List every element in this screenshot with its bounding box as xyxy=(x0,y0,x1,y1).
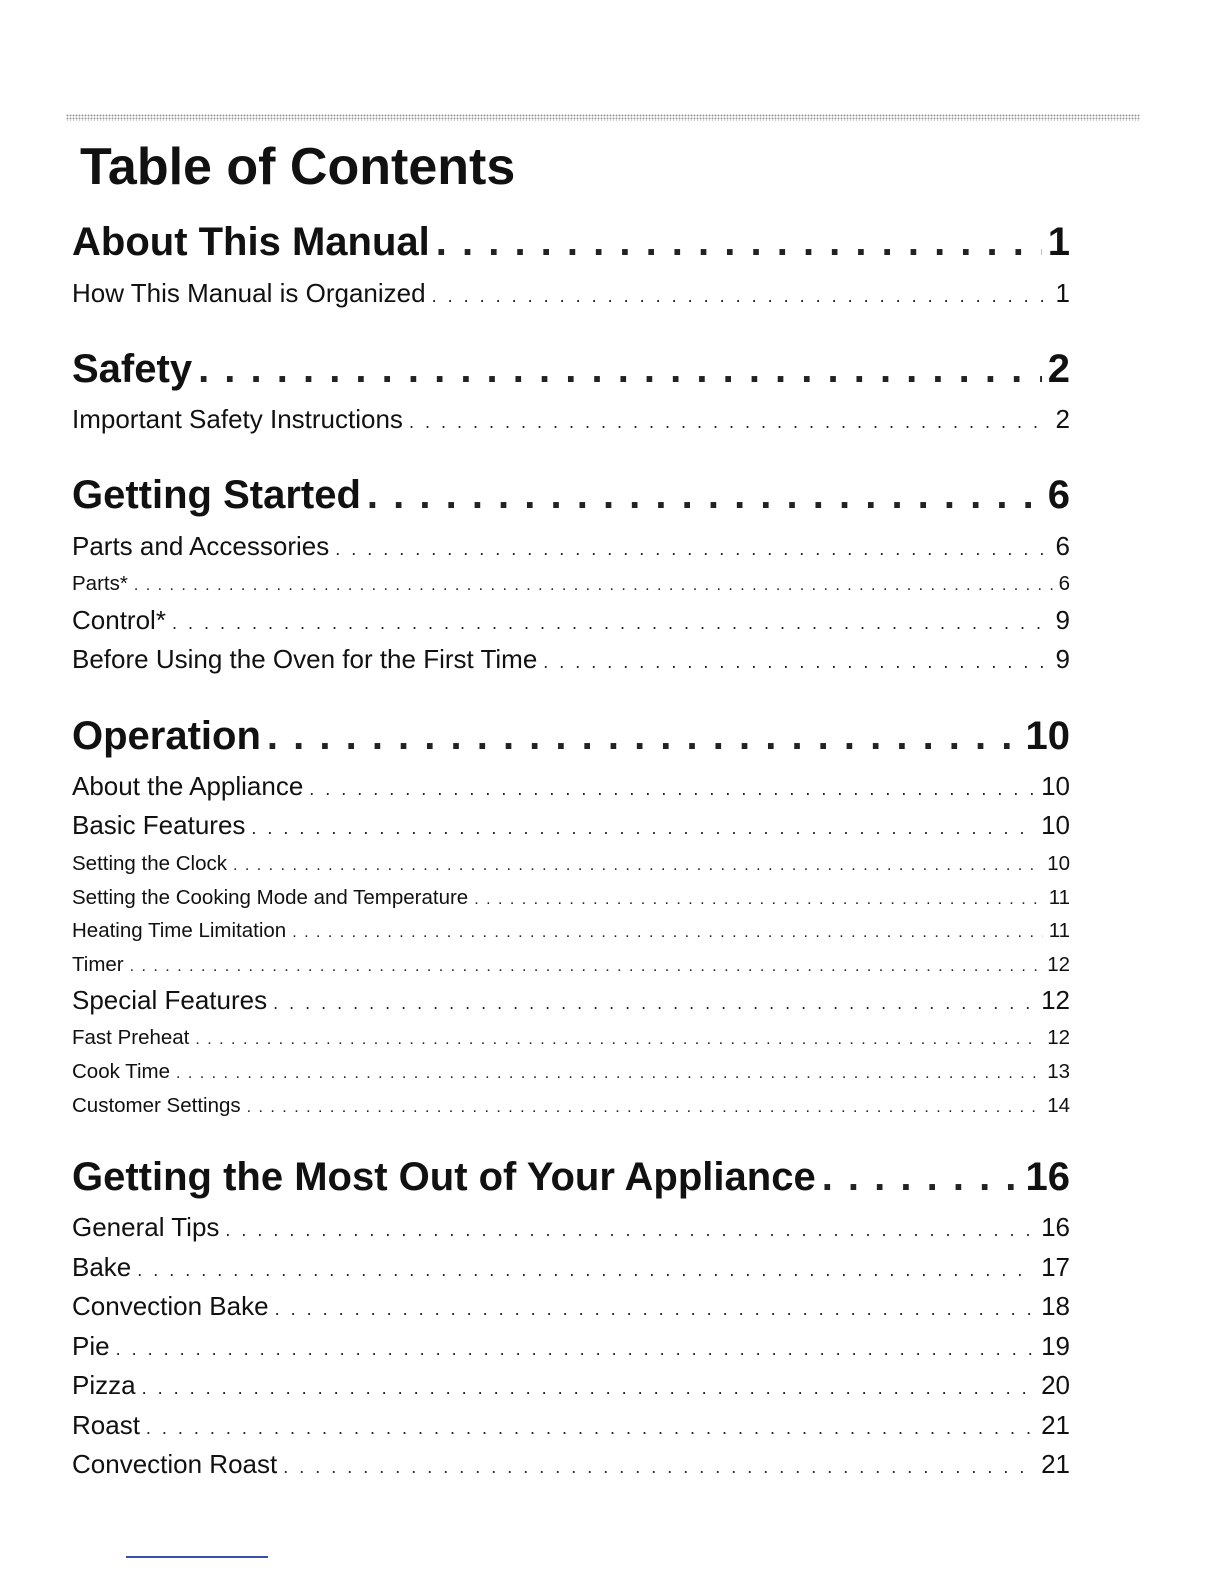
dot-leader xyxy=(146,1412,1035,1444)
toc-entry-label: Parts* xyxy=(72,572,128,595)
dot-leader xyxy=(172,607,1050,639)
dot-leader xyxy=(251,812,1035,844)
toc-section-title: Safety xyxy=(72,347,193,391)
toc-page-number: 2 xyxy=(1055,404,1070,434)
footer-rule xyxy=(126,1556,268,1558)
toc-entry-label: Control* xyxy=(72,605,166,635)
dot-leader xyxy=(275,1293,1036,1325)
toc-subentry[interactable] xyxy=(72,1025,1070,1053)
toc-section-safety[interactable] xyxy=(72,345,1070,393)
toc-page-number: 11 xyxy=(1048,886,1070,909)
toc-entry-label: Timer xyxy=(72,953,124,976)
toc-section-about-this-manual[interactable] xyxy=(72,218,1070,266)
toc-entry-label: Fast Preheat xyxy=(72,1026,190,1049)
dot-leader xyxy=(176,1061,1041,1087)
toc-entry[interactable] xyxy=(72,277,1070,312)
toc-entry-label: Setting the Clock xyxy=(72,852,227,875)
toc-entry-label: About the Appliance xyxy=(72,771,304,801)
toc-page-number: 6 xyxy=(1055,531,1070,561)
toc-page-number: 12 xyxy=(1047,1026,1070,1049)
toc-entry[interactable] xyxy=(72,1409,1070,1444)
toc-entry-label: Special Features xyxy=(72,985,268,1015)
toc-entry[interactable] xyxy=(72,1448,1070,1483)
dot-leader xyxy=(134,573,1053,599)
toc-entry[interactable] xyxy=(72,403,1070,438)
toc-entry-label: Pizza xyxy=(72,1370,136,1400)
toc-entry-label: Bake xyxy=(72,1252,132,1282)
toc-entry[interactable] xyxy=(72,1290,1070,1325)
dot-leader xyxy=(142,1372,1036,1404)
toc-page-number: 20 xyxy=(1041,1370,1070,1400)
toc-subentry[interactable] xyxy=(72,885,1070,913)
toc-section-getting-the-most-out[interactable] xyxy=(72,1153,1070,1201)
toc-entry[interactable] xyxy=(72,1251,1070,1286)
dot-leader xyxy=(283,1451,1035,1483)
toc-page-number: 13 xyxy=(1047,1060,1070,1083)
dot-leader xyxy=(543,646,1049,678)
dot-leader xyxy=(137,1254,1035,1286)
dot-leader xyxy=(233,853,1041,879)
toc-section-title: Getting Started xyxy=(72,473,361,517)
toc-section-operation[interactable] xyxy=(72,712,1070,760)
dot-leader xyxy=(273,987,1035,1019)
toc-entry[interactable] xyxy=(72,1211,1070,1246)
dot-leader xyxy=(116,1333,1036,1365)
toc-subentry[interactable] xyxy=(72,1093,1070,1121)
toc-page-number: 16 xyxy=(1025,1155,1070,1199)
dot-leader xyxy=(292,920,1043,946)
toc-page-number: 12 xyxy=(1047,953,1070,976)
toc-page-number: 10 xyxy=(1041,771,1070,801)
toc-section-getting-started[interactable] xyxy=(72,471,1070,519)
dot-leader xyxy=(195,1027,1041,1053)
toc-page-number: 6 xyxy=(1047,473,1070,517)
dot-leader xyxy=(267,712,1020,760)
toc-entry[interactable] xyxy=(72,604,1070,639)
toc-entry-label: Important Safety Instructions xyxy=(72,404,403,434)
toc-page-number: 11 xyxy=(1048,919,1070,942)
toc-page-number: 18 xyxy=(1041,1291,1070,1321)
toc-entry-label: General Tips xyxy=(72,1212,220,1242)
toc-entry-label: Heating Time Limitation xyxy=(72,919,287,942)
toc-entry[interactable] xyxy=(72,530,1070,565)
toc-page-number: 19 xyxy=(1041,1331,1070,1361)
dot-leader xyxy=(198,345,1042,393)
toc-page-number: 12 xyxy=(1041,985,1070,1015)
toc-entry-label: Parts and Accessories xyxy=(72,531,330,561)
toc-page-number: 17 xyxy=(1041,1252,1070,1282)
toc-entry-label: Cook Time xyxy=(72,1060,170,1083)
toc-entry-label: How This Manual is Organized xyxy=(72,278,426,308)
toc-page-number: 9 xyxy=(1055,644,1070,674)
toc-entry-label: Convection Bake xyxy=(72,1291,269,1321)
toc-page-number: 10 xyxy=(1025,714,1070,758)
toc-subentry[interactable] xyxy=(72,851,1070,879)
toc-entry[interactable] xyxy=(72,1330,1070,1365)
toc-entry-label: Pie xyxy=(72,1331,110,1361)
toc-section-title: Operation xyxy=(72,714,261,758)
toc-page-number: 9 xyxy=(1055,605,1070,635)
toc-entry-label: Before Using the Oven for the First Time xyxy=(72,644,538,674)
dot-leader xyxy=(367,471,1042,519)
toc-subentry[interactable] xyxy=(72,571,1070,599)
toc-page-number: 14 xyxy=(1047,1094,1070,1117)
toc-page-number: 10 xyxy=(1047,852,1070,875)
toc-page-number: 10 xyxy=(1041,810,1070,840)
toc-page-number: 2 xyxy=(1047,347,1070,391)
toc-page-number: 1 xyxy=(1047,220,1070,264)
toc-section-title: About This Manual xyxy=(72,220,430,264)
toc-entry[interactable] xyxy=(72,770,1070,805)
toc-page-number: 6 xyxy=(1058,572,1070,595)
toc-subentry[interactable] xyxy=(72,952,1070,980)
dot-leader xyxy=(409,406,1050,438)
toc-entry-label: Convection Roast xyxy=(72,1449,278,1479)
top-divider xyxy=(66,114,1140,121)
toc-subentry[interactable] xyxy=(72,918,1070,946)
page-title: Table of Contents xyxy=(80,138,516,196)
dot-leader xyxy=(130,954,1042,980)
toc-entry-label: Basic Features xyxy=(72,810,246,840)
toc-subentry[interactable] xyxy=(72,1059,1070,1087)
toc-section-title: Getting the Most Out of Your Appliance xyxy=(72,1155,816,1199)
dot-leader xyxy=(335,533,1049,565)
toc-entry[interactable] xyxy=(72,643,1070,678)
dot-leader xyxy=(225,1214,1035,1246)
toc-entry-label: Setting the Cooking Mode and Temperature xyxy=(72,886,469,909)
dot-leader xyxy=(436,218,1042,266)
toc-entry-label: Roast xyxy=(72,1410,140,1440)
dot-leader xyxy=(822,1153,1020,1201)
toc-entry[interactable] xyxy=(72,809,1070,844)
dot-leader xyxy=(432,280,1050,312)
toc-entry[interactable] xyxy=(72,1369,1070,1404)
dot-leader xyxy=(474,887,1043,913)
toc-page-number: 21 xyxy=(1041,1449,1070,1479)
dot-leader xyxy=(247,1095,1042,1121)
toc-page-number: 1 xyxy=(1055,278,1070,308)
toc-entry-label: Customer Settings xyxy=(72,1094,241,1117)
toc-page-number: 21 xyxy=(1041,1410,1070,1440)
toc-page-number: 16 xyxy=(1041,1212,1070,1242)
toc-entry[interactable] xyxy=(72,984,1070,1019)
dot-leader xyxy=(309,773,1035,805)
